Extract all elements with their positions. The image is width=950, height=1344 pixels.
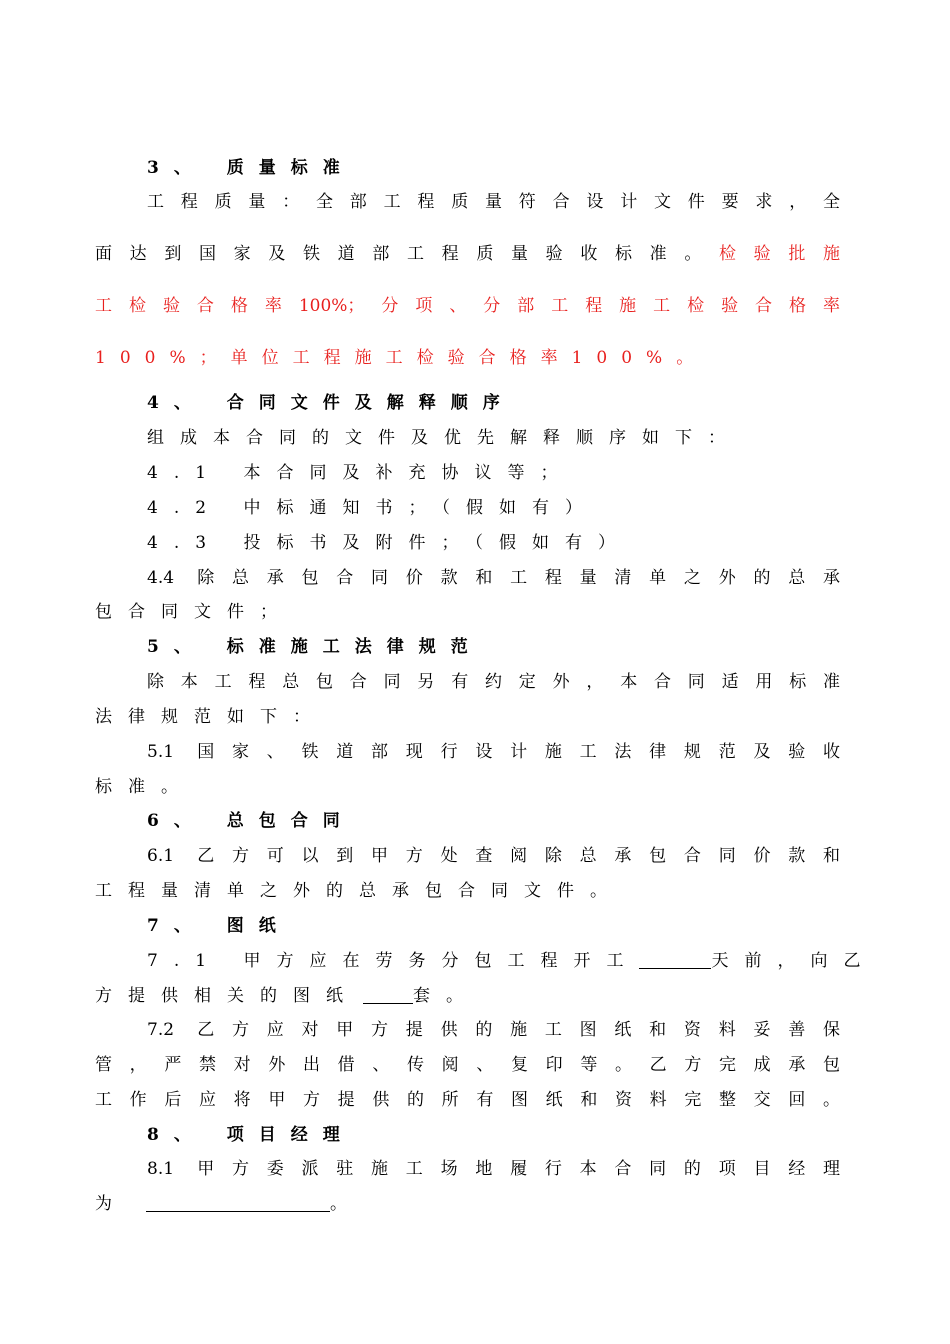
section-7-heading: 7、 图纸 [147, 916, 291, 936]
section-3-line-4: 100%；单位工程施工检验合格率100%。 [95, 348, 708, 368]
section-3-line-2-red: 检验批施 [719, 244, 840, 264]
section-7-item-1-line-2-pre: 方提供相关的图纸 [95, 986, 359, 1006]
section-5-heading: 5、 标准施工法律规范 [147, 637, 483, 657]
sets-blank [363, 983, 413, 1004]
section-4-heading: 4、 合同文件及解释顺序 [147, 393, 515, 413]
section-8-item-1-line-2 [95, 1188, 840, 1220]
section-7-item-1-line-2 [95, 980, 840, 1012]
section-3-line-3: 工检验合格率100%；分项、分部工程施工检验合格率 [95, 296, 840, 316]
section-5-para-line-2: 法律规范如下： [95, 707, 326, 727]
section-4-item-4-line-1: 4.4 除总承包合同价款和工程量清单之外的总承 [147, 568, 840, 588]
section-8-heading: 8、 项目经理 [147, 1125, 355, 1145]
section-8-item-1-line-2-pre: 为 [95, 1194, 112, 1214]
section-7-item-1-line-2-post: 套。 [413, 986, 479, 1006]
days-blank [639, 948, 711, 969]
section-7-item-1-line-1 [147, 945, 877, 977]
section-3-heading: 3、 质量标准 [147, 158, 355, 178]
section-3-line-1: 工程质量：全部工程质量符合设计文件要求，全 [147, 192, 840, 212]
section-7-item-1-text-post: 天前，向乙 [711, 951, 877, 971]
section-4-intro: 组成本合同的文件及优先解释顺序如下： [147, 428, 741, 448]
section-4-item-1: 4.1 本合同及补充协议等； [147, 463, 574, 483]
section-3-line-2 [95, 238, 840, 270]
section-6-heading: 6、 总包合同 [147, 811, 355, 831]
section-5-item-1-line-2: 标准。 [95, 777, 194, 797]
section-5-para-line-1: 除本工程总包合同另有约定外，本合同适用标准 [147, 672, 840, 692]
section-7-item-2-line-1: 7.2 乙方应对甲方提供的施工图纸和资料妥善保 [147, 1020, 840, 1040]
section-6-item-1-line-1: 6.1 乙方可以到甲方处查阅除总承包合同价款和 [147, 846, 840, 866]
section-7-item-2-line-2: 管，严禁对外出借、传阅、复印等。乙方完成承包 [95, 1055, 840, 1075]
section-4-item-2: 4.2 中标通知书；（假如有） [147, 498, 598, 518]
section-5-item-1-line-1: 5.1 国家、铁道部现行设计施工法律规范及验收 [147, 742, 840, 762]
section-6-item-1-line-2: 工程量清单之外的总承包合同文件。 [95, 881, 623, 901]
section-3-line-2-text: 面达到国家及铁道部工程质量验收标准。 [95, 244, 719, 264]
section-8-item-1-line-2-post: 。 [330, 1194, 347, 1214]
section-7-item-1-text-pre: 7.1 甲方应在劳务分包工程开工 [147, 951, 640, 971]
section-4-item-4-line-2: 包合同文件； [95, 602, 293, 622]
section-7-item-2-line-3: 工作后应将甲方提供的所有图纸和资料完整交回。 [95, 1090, 840, 1110]
section-4-item-3: 4.3 投标书及附件；（假如有） [147, 533, 631, 553]
project-manager-blank [146, 1191, 330, 1212]
section-8-item-1-line-1: 8.1 甲方委派驻施工场地履行本合同的项目经理 [147, 1159, 840, 1179]
